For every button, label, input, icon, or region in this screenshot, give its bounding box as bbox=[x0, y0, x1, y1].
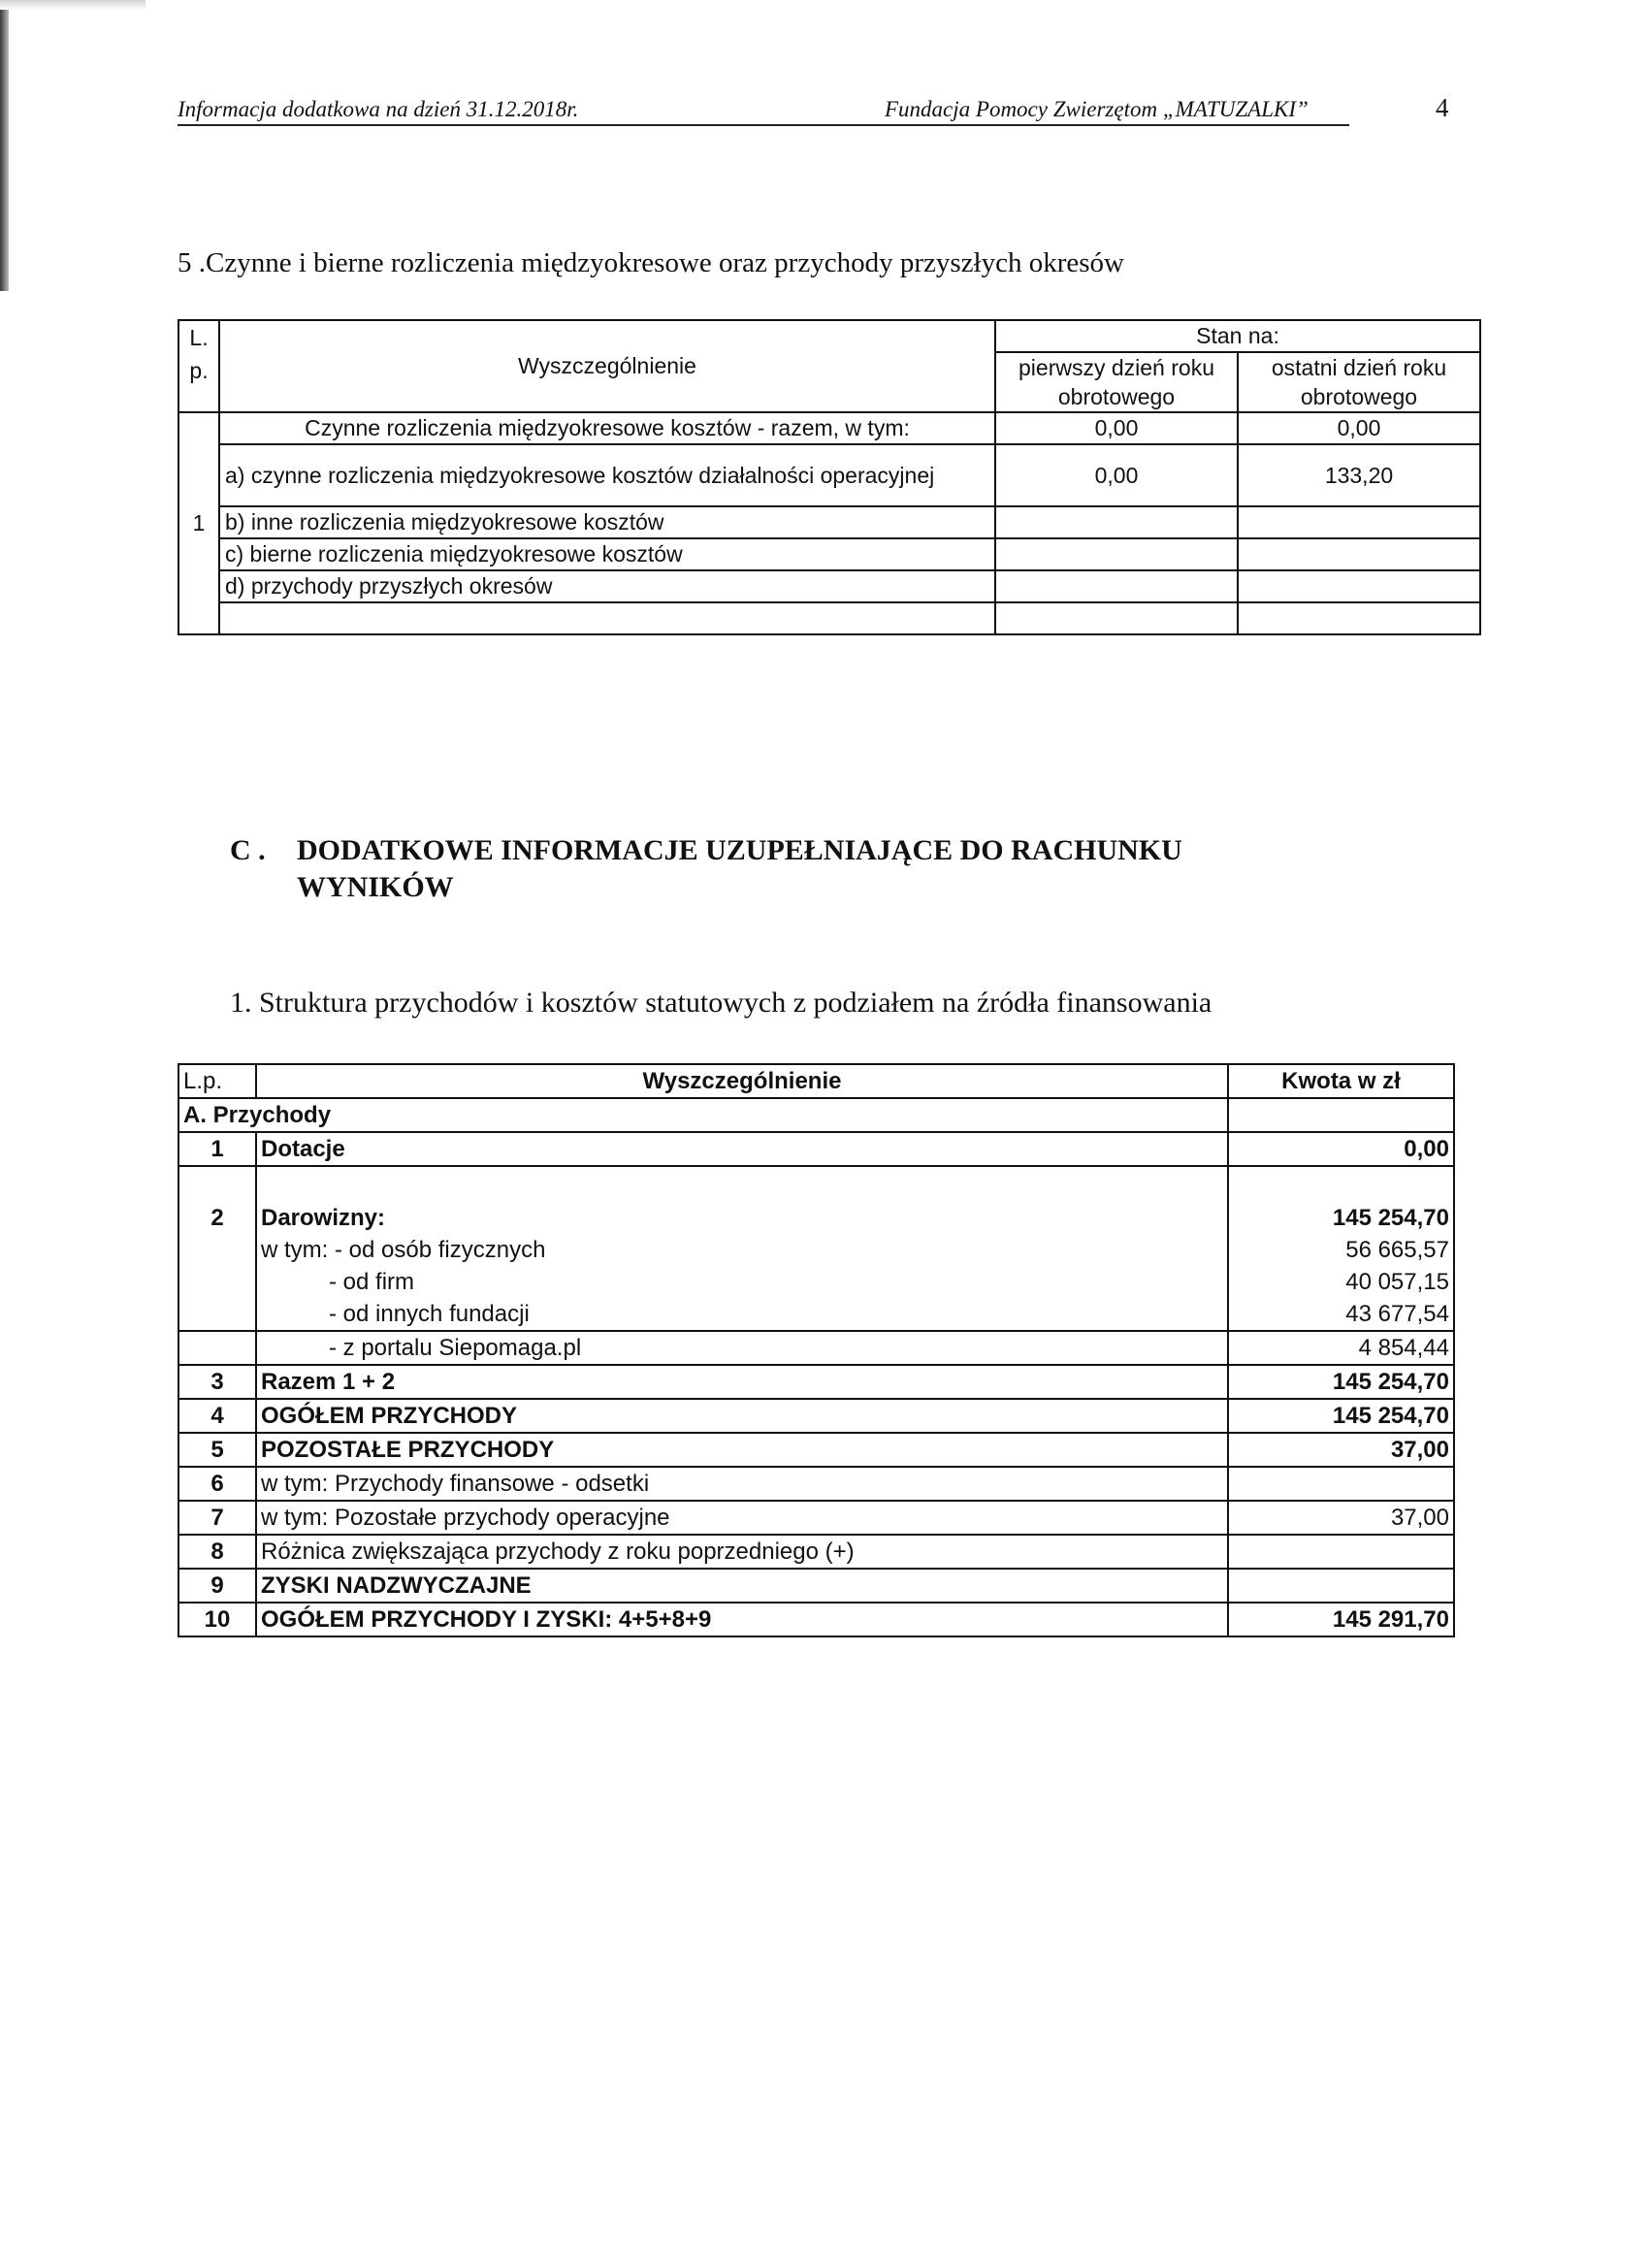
group-lp: 1 bbox=[178, 412, 219, 634]
sub-description: - z portalu Siepomaga.pl bbox=[256, 1331, 1228, 1365]
row-first-value bbox=[995, 506, 1238, 538]
sub-description: w tym: - od osób fizycznych bbox=[256, 1234, 1228, 1266]
header-left-text: Informacja dodatkowa na dzień 31.12.2018r. bbox=[178, 97, 579, 121]
section-c-title: DODATKOWE INFORMACJE UZUPEŁNIAJĄCE DO RACHUNKU WYNIKÓW bbox=[297, 834, 1182, 903]
row-description: w tym: Pozostałe przychody operacyjne bbox=[256, 1501, 1228, 1535]
row-amount: 145 291,70 bbox=[1228, 1603, 1454, 1636]
subsection-1-title: 1. Struktura przychodów i kosztów statutowych z podziałem na źródła finansowania bbox=[230, 987, 1212, 1019]
row-description: ZYSKI NADZWYCZAJNE bbox=[256, 1569, 1228, 1603]
sub-amount: 56 665,57 bbox=[1228, 1234, 1454, 1266]
sub-amount: 40 057,15 bbox=[1228, 1266, 1454, 1298]
row-first-value bbox=[995, 538, 1238, 570]
row-description: b) inne rozliczenia międzyokresowe kosztów bbox=[219, 506, 995, 538]
row-lp: 8 bbox=[178, 1535, 256, 1569]
stan-na-header: Stan na: bbox=[995, 320, 1480, 352]
row-lp bbox=[178, 1166, 256, 1202]
row-amount: 0,00 bbox=[1228, 1132, 1454, 1166]
row-description: Darowizny: bbox=[256, 1202, 1228, 1234]
row-description: OGÓŁEM PRZYCHODY I ZYSKI: 4+5+8+9 bbox=[256, 1603, 1228, 1636]
row-lp: 6 bbox=[178, 1467, 256, 1501]
row-lp: 4 bbox=[178, 1399, 256, 1433]
row-description: Czynne rozliczenia międzyokresowe kosztów - razem, w tym: bbox=[219, 412, 995, 444]
lp-header: L.p. bbox=[178, 1064, 256, 1098]
section-c-letter: C . bbox=[230, 834, 266, 866]
amount-cell bbox=[1228, 1098, 1454, 1132]
spacer-cell bbox=[256, 1166, 1228, 1202]
row-lp: 10 bbox=[178, 1603, 256, 1636]
description-header: Wyszczególnienie bbox=[256, 1064, 1228, 1098]
row-lp: 9 bbox=[178, 1569, 256, 1603]
row-description: OGÓŁEM PRZYCHODY bbox=[256, 1399, 1228, 1433]
row-lp bbox=[178, 1266, 256, 1298]
row-lp: 7 bbox=[178, 1501, 256, 1535]
row-amount: 145 254,70 bbox=[1228, 1202, 1454, 1234]
sub-amount: 43 677,54 bbox=[1228, 1298, 1454, 1331]
row-amount: 37,00 bbox=[1228, 1501, 1454, 1535]
row-first-value bbox=[995, 602, 1238, 634]
description-header: Wyszczególnienie bbox=[219, 320, 995, 412]
section-5-title: 5 .Czynne i bierne rozliczenia międzyokresowe oraz przychody przyszłych okresów bbox=[178, 247, 1124, 278]
lp-header: L. p. bbox=[178, 320, 219, 412]
row-last-value bbox=[1238, 506, 1480, 538]
row-last-value: 0,00 bbox=[1238, 412, 1480, 444]
row-amount bbox=[1228, 1535, 1454, 1569]
row-description: POZOSTAŁE PRZYCHODY bbox=[256, 1433, 1228, 1467]
group-a-label: A. Przychody bbox=[178, 1098, 1228, 1132]
row-first-value: 0,00 bbox=[995, 444, 1238, 506]
row-last-value bbox=[1238, 570, 1480, 602]
row-description: d) przychody przyszłych okresów bbox=[219, 570, 995, 602]
row-amount bbox=[1228, 1569, 1454, 1603]
row-description: w tym: Przychody finansowe - odsetki bbox=[256, 1467, 1228, 1501]
row-lp bbox=[178, 1234, 256, 1266]
row-first-value bbox=[995, 570, 1238, 602]
row-last-value: 133,20 bbox=[1238, 444, 1480, 506]
row-lp: 2 bbox=[178, 1202, 256, 1234]
row-lp bbox=[178, 1331, 256, 1365]
row-description: a) czynne rozliczenia międzyokresowe kosztów działalności operacyjnej bbox=[219, 444, 995, 506]
row-description: Różnica zwiększająca przychody z roku poprzedniego (+) bbox=[256, 1535, 1228, 1569]
row-lp bbox=[178, 1298, 256, 1331]
sub-amount: 4 854,44 bbox=[1228, 1331, 1454, 1365]
row-amount: 37,00 bbox=[1228, 1433, 1454, 1467]
scan-corner-shadow bbox=[0, 0, 146, 10]
last-day-header: ostatni dzień roku obrotowego bbox=[1238, 352, 1480, 412]
first-day-header: pierwszy dzień roku obrotowego bbox=[995, 352, 1238, 412]
amount-header: Kwota w zł bbox=[1228, 1064, 1454, 1098]
header-rule bbox=[178, 124, 1349, 126]
row-description: Dotacje bbox=[256, 1132, 1228, 1166]
row-last-value bbox=[1238, 602, 1480, 634]
scan-edge-shadow bbox=[0, 0, 9, 291]
row-description: Razem 1 + 2 bbox=[256, 1365, 1228, 1399]
row-amount: 145 254,70 bbox=[1228, 1365, 1454, 1399]
row-last-value bbox=[1238, 538, 1480, 570]
row-first-value: 0,00 bbox=[995, 412, 1238, 444]
revenue-table bbox=[178, 1063, 1455, 1637]
page-number: 4 bbox=[1436, 93, 1449, 122]
accruals-table bbox=[178, 319, 1481, 635]
row-lp: 5 bbox=[178, 1433, 256, 1467]
sub-description: - od firm bbox=[256, 1266, 1228, 1298]
row-amount: 145 254,70 bbox=[1228, 1399, 1454, 1433]
row-description: c) bierne rozliczenia międzyokresowe kosztów bbox=[219, 538, 995, 570]
row-lp: 3 bbox=[178, 1365, 256, 1399]
row-lp: 1 bbox=[178, 1132, 256, 1166]
row-amount bbox=[1228, 1467, 1454, 1501]
row-description bbox=[219, 602, 995, 634]
spacer-cell bbox=[1228, 1166, 1454, 1202]
header-right-text: Fundacja Pomocy Zwierzętom „MATUZALKI” bbox=[885, 97, 1309, 121]
sub-description: - od innych fundacji bbox=[256, 1298, 1228, 1331]
